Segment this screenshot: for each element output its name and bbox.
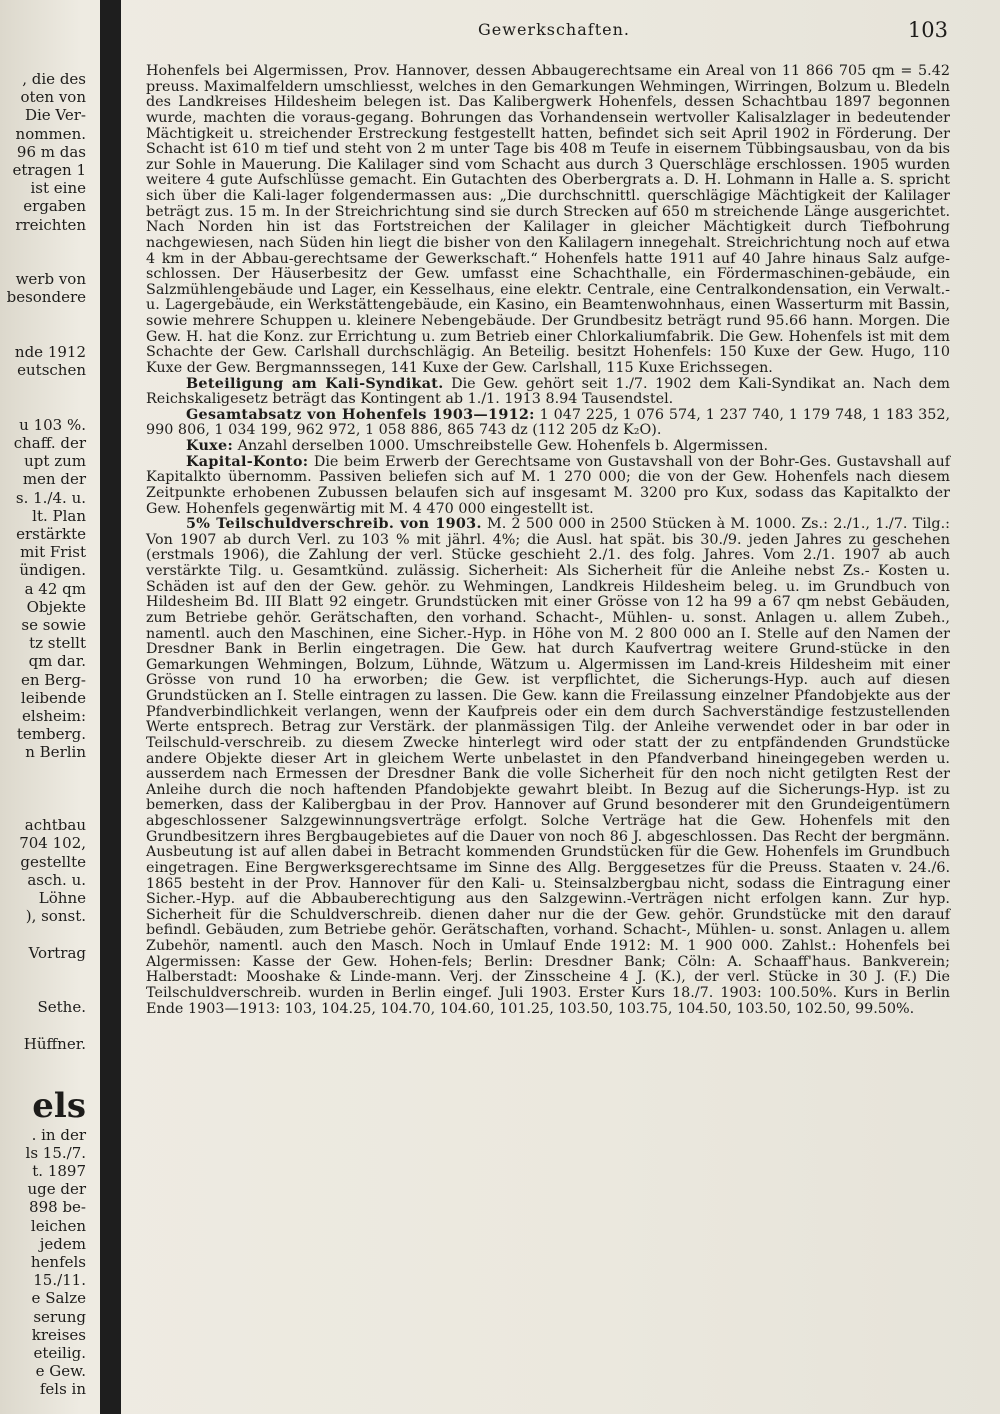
section-heading: Kuxe: bbox=[186, 438, 234, 454]
left-fragment-line: nommen. bbox=[15, 124, 86, 143]
page-number: 103 bbox=[907, 18, 948, 42]
left-fragment-line: u 103 %. bbox=[19, 415, 86, 434]
left-fragment-line: Vortrag bbox=[28, 943, 86, 962]
left-fragment-line: Hüffner. bbox=[23, 1034, 86, 1053]
left-fragment-line: Die Ver- bbox=[24, 106, 86, 125]
left-fragment-line: uge der bbox=[27, 1180, 86, 1199]
left-fragment-line: rreichten bbox=[15, 215, 86, 234]
left-fragment-line: chaff. der bbox=[13, 434, 86, 452]
left-fragment-line: mit Frist bbox=[20, 543, 86, 562]
left-fragment-line: etragen 1 bbox=[12, 161, 86, 179]
paragraph-text: Anzahl derselben 1000. Umschreibstelle Gew. Hohenfels b. Algermissen. bbox=[237, 438, 769, 454]
left-fragment-line: eteilig. bbox=[33, 1344, 86, 1362]
paragraph-gesamtabsatz bbox=[146, 408, 950, 439]
left-fragment-line: elsheim: bbox=[22, 707, 86, 725]
left-fragment-line: n Berlin bbox=[25, 743, 86, 762]
left-fragment-line: e Gew. bbox=[35, 1362, 86, 1381]
book-gutter bbox=[100, 0, 121, 1414]
left-fragment-line: Löhne bbox=[38, 889, 86, 907]
left-fragment-line: jedem bbox=[39, 1234, 86, 1253]
left-fragment-line: t. 1897 bbox=[32, 1162, 86, 1180]
left-fragment-line: werb von bbox=[15, 270, 86, 289]
left-fragment-line: kreises bbox=[31, 1325, 86, 1344]
left-fragment-line: erstärkte bbox=[16, 525, 86, 543]
left-fragment-line: , die des bbox=[22, 70, 86, 88]
left-fragment-line: lt. Plan bbox=[32, 506, 86, 525]
main-text-column bbox=[146, 64, 950, 1017]
paragraph-text: Die Gew. gehört seit 1./7. 1902 dem Kali-Syndikat an. Nach dem Reichskaligesetz beträgt das Kontingent ab 1./1. 1913 8.94 Tausendstel. bbox=[146, 375, 951, 408]
left-fragment-line: els bbox=[32, 1086, 86, 1127]
left-fragment-line: s. 1./4. u. bbox=[15, 488, 86, 507]
paragraph-text: Hohenfels bei Algermissen, Prov. Hannover, dessen Abbaugerechtsame ein Areal von 11 866 705 qm = 5.42 preuss. Maximalfeldern umschliesst, welches in den Gemarkungen Wehmingen, Wirringen, Bolzum u. Bledeln des Landkreises Hildesheim belegen ist. Das Kalibergwerk Hohenfels, dessen Schachtbau 1897 begonnen wurde, machten die voraus-gegang. Bohrungen das Vorhandensein wertvoller Kalisalzlager in bedeutender Mächtigkeit u. streichender Erstreckung festgestellt hatten, befindet sich seit April 1902 in Förderung. Der Schacht ist 610 m tief und steht von 2 m unter Tage bis 408 m Teufe in eisernem Tübbingsausbau, von da bis zur Sohle in Mauerung. Die Kalilager sind vom Schacht aus durch 3 Querschläge erschlossen. 1905 wurden weitere 4 gute Aufschlüsse gemacht. Ein Gutachten des Oberbergrats a. D. H. Lohmann in Halle a. S. spricht sich über die Kali-lager folgendermassen aus: „Die durchschnittl. querschlägige Mächtigkeit der Kalilager beträgt zus. 15 m. In der Streichrichtung sind sie durch Strecken auf 650 m streichende Länge ausgerichtet. Nach Norden hin ist das Fortstreichen der Kalilager in gleicher Mächtigkeit durch Tiefbohrung nachgewiesen, nach Süden hin liegt die bisher von den Kalilagern innegehalt. Streichrichtung noch auf etwa 4 km in der Abbau-gerechtsame der Gewerkschaft.“ Hohenfels hatte 1911 auf 40 Jahre hinaus Salz aufge-schlossen. Der Häuserbesitz der Gew. umfasst eine Schachthalle, ein Fördermaschinen-gebäude, ein Salzmühlengebäude und Lager, ein Kesselhaus, eine elektr. Centrale, eine Centralkondensation, ein Verwalt.- u. Lagergebäude, ein Werkstättengebäude, ein Kasino, ein Beamtenwohnhaus, einen Wasserturm mit Bassin, sowie mehrere Schuppen u. kleinere Nebengebäude. Der Grundbesitz beträgt rund 95.66 hann. Morgen. Die Gew. H. hat die Konz. zur Errichtung u. zum Betrieb einer Chlorkaliumfabrik. Die Gew. Hohenfels ist mit dem Schachte der Gew. Carlshall durchschlägig. An Beteilig. besitzt Hohenfels: 150 Kuxe der Gew. Hugo, 110 Kuxe der Gew. Bergmannssegen, 141 Kuxe der Gew. Carlshall, 115 Kuxe Erichssegen. bbox=[146, 63, 950, 376]
left-fragment-line: 96 m das bbox=[16, 142, 86, 161]
left-fragment-line: nde 1912 bbox=[14, 343, 86, 361]
left-fragment-line: en Berg- bbox=[20, 670, 86, 689]
paragraph-text: Die beim Erwerb der Gerechtsame von Gustavshall von der Bohr-Ges. Gustavshall auf Kapitalkto übernomm. Passiven beliefen sich auf M. 1 270 000; die von der Gew. Hohenfels nach diesem Zeitpunkte erhobenen Zubussen belaufen sich auf insgesamt M. 3200 pro Kux, sodass das Kapitalkto der Gew. Hohenfels gegenwärtig mit M. 4 470 000 eingestellt ist. bbox=[146, 453, 951, 517]
left-fragment-line: 898 be- bbox=[29, 1198, 86, 1217]
left-fragment-line: tz stellt bbox=[29, 634, 86, 653]
left-fragment-line: ls 15./7. bbox=[25, 1143, 86, 1162]
left-fragment-line: fels in bbox=[39, 1380, 86, 1399]
left-fragment-line: 704 102, bbox=[19, 834, 86, 853]
left-fragment-line: a 42 qm bbox=[24, 579, 86, 598]
left-fragment-line: men der bbox=[22, 470, 86, 489]
paragraph-text: 1 047 225, 1 076 574, 1 237 740, 1 179 748, 1 183 352, 990 806, 1 034 199, 962 972, 1 058 886, 865 743 dz (112 205 dz K₂O). bbox=[146, 406, 951, 439]
left-fragment-line: Sethe. bbox=[37, 998, 86, 1017]
left-fragment-line: e Salze bbox=[31, 1289, 86, 1308]
paragraph-kapital-konto bbox=[146, 455, 950, 518]
left-fragment-line: serung bbox=[33, 1307, 86, 1326]
section-heading: 5% Teilschuldverschreib. von 1903. bbox=[186, 516, 482, 533]
section-heading: Kapital-Konto: bbox=[186, 453, 309, 470]
section-heading: Gesamtabsatz von Hohenfels 1903—1912: bbox=[186, 406, 535, 423]
paragraph-kuxe bbox=[146, 439, 950, 455]
left-fragment-line: eutschen bbox=[17, 361, 86, 380]
paragraph-text: M. 2 500 000 in 2500 Stücken à M. 1000. Zs.: 2./1., 1./7. Tilg.: Von 1907 ab durch Verl. zu 103 % mit jährl. 4%; die Ausl. hat spät. bis 30./9. jeden Jahres zu geschehen (erstmals 1906), die Zahlung der verl. Stücke geschieht 2./1. des folg. Jahres. Vom 2./1. 1907 ab auch verstärkte Tilg. u. Gesamtkünd. zulässig. Sicherheit: Als Sicherheit für die Anleihe nebst Zs.- Kosten u. Schäden ist auf den der Gew. gehör. zu Wehmingen, Landkreis Hildesheim beleg. u. im Grundbuch von Hildesheim Bd. III Blatt 92 eingetr. Grundstücken mit einer Grösse von 12 ha 99 a 67 qm nebst Gebäuden, zum Betriebe gehör. Gerätschaften, den vorhand. Schacht-, Mühlen- u. sonst. Anlagen u. allem Zubeh., namentl. auch den Maschinen, eine Sicher.-Hyp. in Höhe von M. 2 800 000 an I. Stelle auf den Namen der Dresdner Bank in Berlin eingetragen. Die Gew. hat durch Kaufvertrag weitere Grund-stücke in den Gemarkungen Wehmingen, Bolzum, Lühnde, Wätzum u. Algermissen im Land-kreis Hildesheim mit einer Grösse von rund 10 ha erworben; die Gew. ist verpflichtet, die Sicherungs-Hyp. auch auf diesen Grundstücken an I. Stelle eintragen zu lassen. Die Gew. kann die Freilassung einzelner Pfandobjekte aus der Pfandverbindlichkeit verlangen, wenn der Kaufpreis oder ein dem durch Sachverständige festzustellenden Werte entsprech. Betrag zur Verstärk. der planmässigen Tilg. der Anleihe verwendet oder in bar oder in Teilschuld-verschreib. zu diesem Zwecke hinterlegt wird oder statt der zu entpfändenden Grundstücke andere Objekte dieser Art in gleichem Werte unbelastet in den Pfandverband hineingegeben werden u. ausserdem nach Ermessen der Dresdner Bank die volle Sicherheit für den noch nicht getilgten Rest der Anleihe durch die noch haftenden Pfandobjekte gewahrt bleibt. In Bezug auf die Sicherungs-Hyp. ist zu bemerken, dass der Kalibergbau in der Prov. Hannover auf Grund besonderer mit den Grundeigentümern abgeschlossener Salzgewinnungsverträge erfolgt. Solche Verträge hat die Gew. Hohenfels mit den Grundbesitzern ihres Bergbaugebietes auf die Dauer von noch 86 J. abgeschlossen. Das Recht der bergmänn. Ausbeutung ist auf allen dabei in Betracht kommenden Grundstücken für die Gew. Hohenfels im Grundbuch eingetragen. Eine Bergwerksgerechtsame im Sinne des Allg. Berggesetzes für die Preuss. Staaten v. 24./6. 1865 besteht in der Prov. Hannover für den Kali- u. Steinsalzbergbau nicht, sodass die Eintragung einer Sicher.-Hyp. auf die Abbauberechtigung aus den Salzgewinn.-Verträgen nicht erfolgen kann. Zur hyp. Sicherheit für die Schuldverschreib. dienen daher nur die der Gew. gehör. Grundstücke mit den darauf befindl. Gebäuden, zum Betriebe gehör. Gerätschaften, vorhand. Schacht-, Mühlen- u. sonst. Anlagen u. allem Zubehör, namentl. auch den Masch. Noch in Umlauf Ende 1912: M. 1 900 000. Zahlst.: Hohenfels bei Algermissen: Kasse der Gew. Hohen-fels; Berlin: Dresdner Bank; Cöln: A. Schaaff'haus. Bankverein; Halberstadt: Mooshake & Linde-mann. Verj. der Zinsscheine 4 J. (K.), der verl. Stücke in 30 J. (F.) Die Teilschuldverschreib. wurden in Berlin eingef. Juli 1903. Erster Kurs 18./7. 1903: 100.50%. Kurs in Berlin Ende 1903—1913: 103, 104.25, 104.70, 104.60, 101.25, 103.50, 103.75, 104.50, 103.50, 102.50, 99.50%. bbox=[146, 516, 950, 1017]
running-title: Gewerkschaften. bbox=[478, 20, 630, 39]
paragraph-kali-syndikat bbox=[146, 377, 950, 408]
left-fragment-line: qm dar. bbox=[28, 652, 86, 671]
left-fragment-line: ergaben bbox=[23, 197, 86, 216]
page-header bbox=[148, 18, 948, 42]
left-fragment-line: besondere bbox=[6, 288, 86, 307]
paragraph-intro bbox=[146, 64, 950, 377]
left-fragment-line: gestellte bbox=[20, 852, 86, 871]
left-fragment-line: oten von bbox=[20, 88, 86, 107]
left-fragment-line: 15./11. bbox=[33, 1271, 86, 1290]
section-heading: Beteiligung am Kali-Syndikat. bbox=[186, 375, 444, 392]
left-page-fragment-column bbox=[0, 70, 96, 1410]
left-fragment-line: . in der bbox=[31, 1125, 86, 1144]
left-fragment-line: ), sonst. bbox=[25, 907, 86, 926]
left-fragment-line: ist eine bbox=[30, 179, 86, 198]
left-fragment-line: asch. u. bbox=[27, 870, 86, 889]
left-fragment-line: leibende bbox=[20, 688, 86, 707]
left-fragment-line: achtbau bbox=[24, 816, 86, 835]
left-fragment-line: henfels bbox=[30, 1253, 86, 1271]
left-fragment-line: upt zum bbox=[24, 452, 86, 471]
left-fragment-line: ündigen. bbox=[19, 561, 86, 580]
left-fragment-line: se sowie bbox=[21, 616, 86, 634]
left-fragment-line: Objekte bbox=[26, 597, 86, 616]
left-fragment-line: temberg. bbox=[16, 725, 86, 744]
left-fragment-line: leichen bbox=[30, 1216, 86, 1235]
paragraph-teilschuldverschreibung bbox=[146, 517, 950, 1017]
